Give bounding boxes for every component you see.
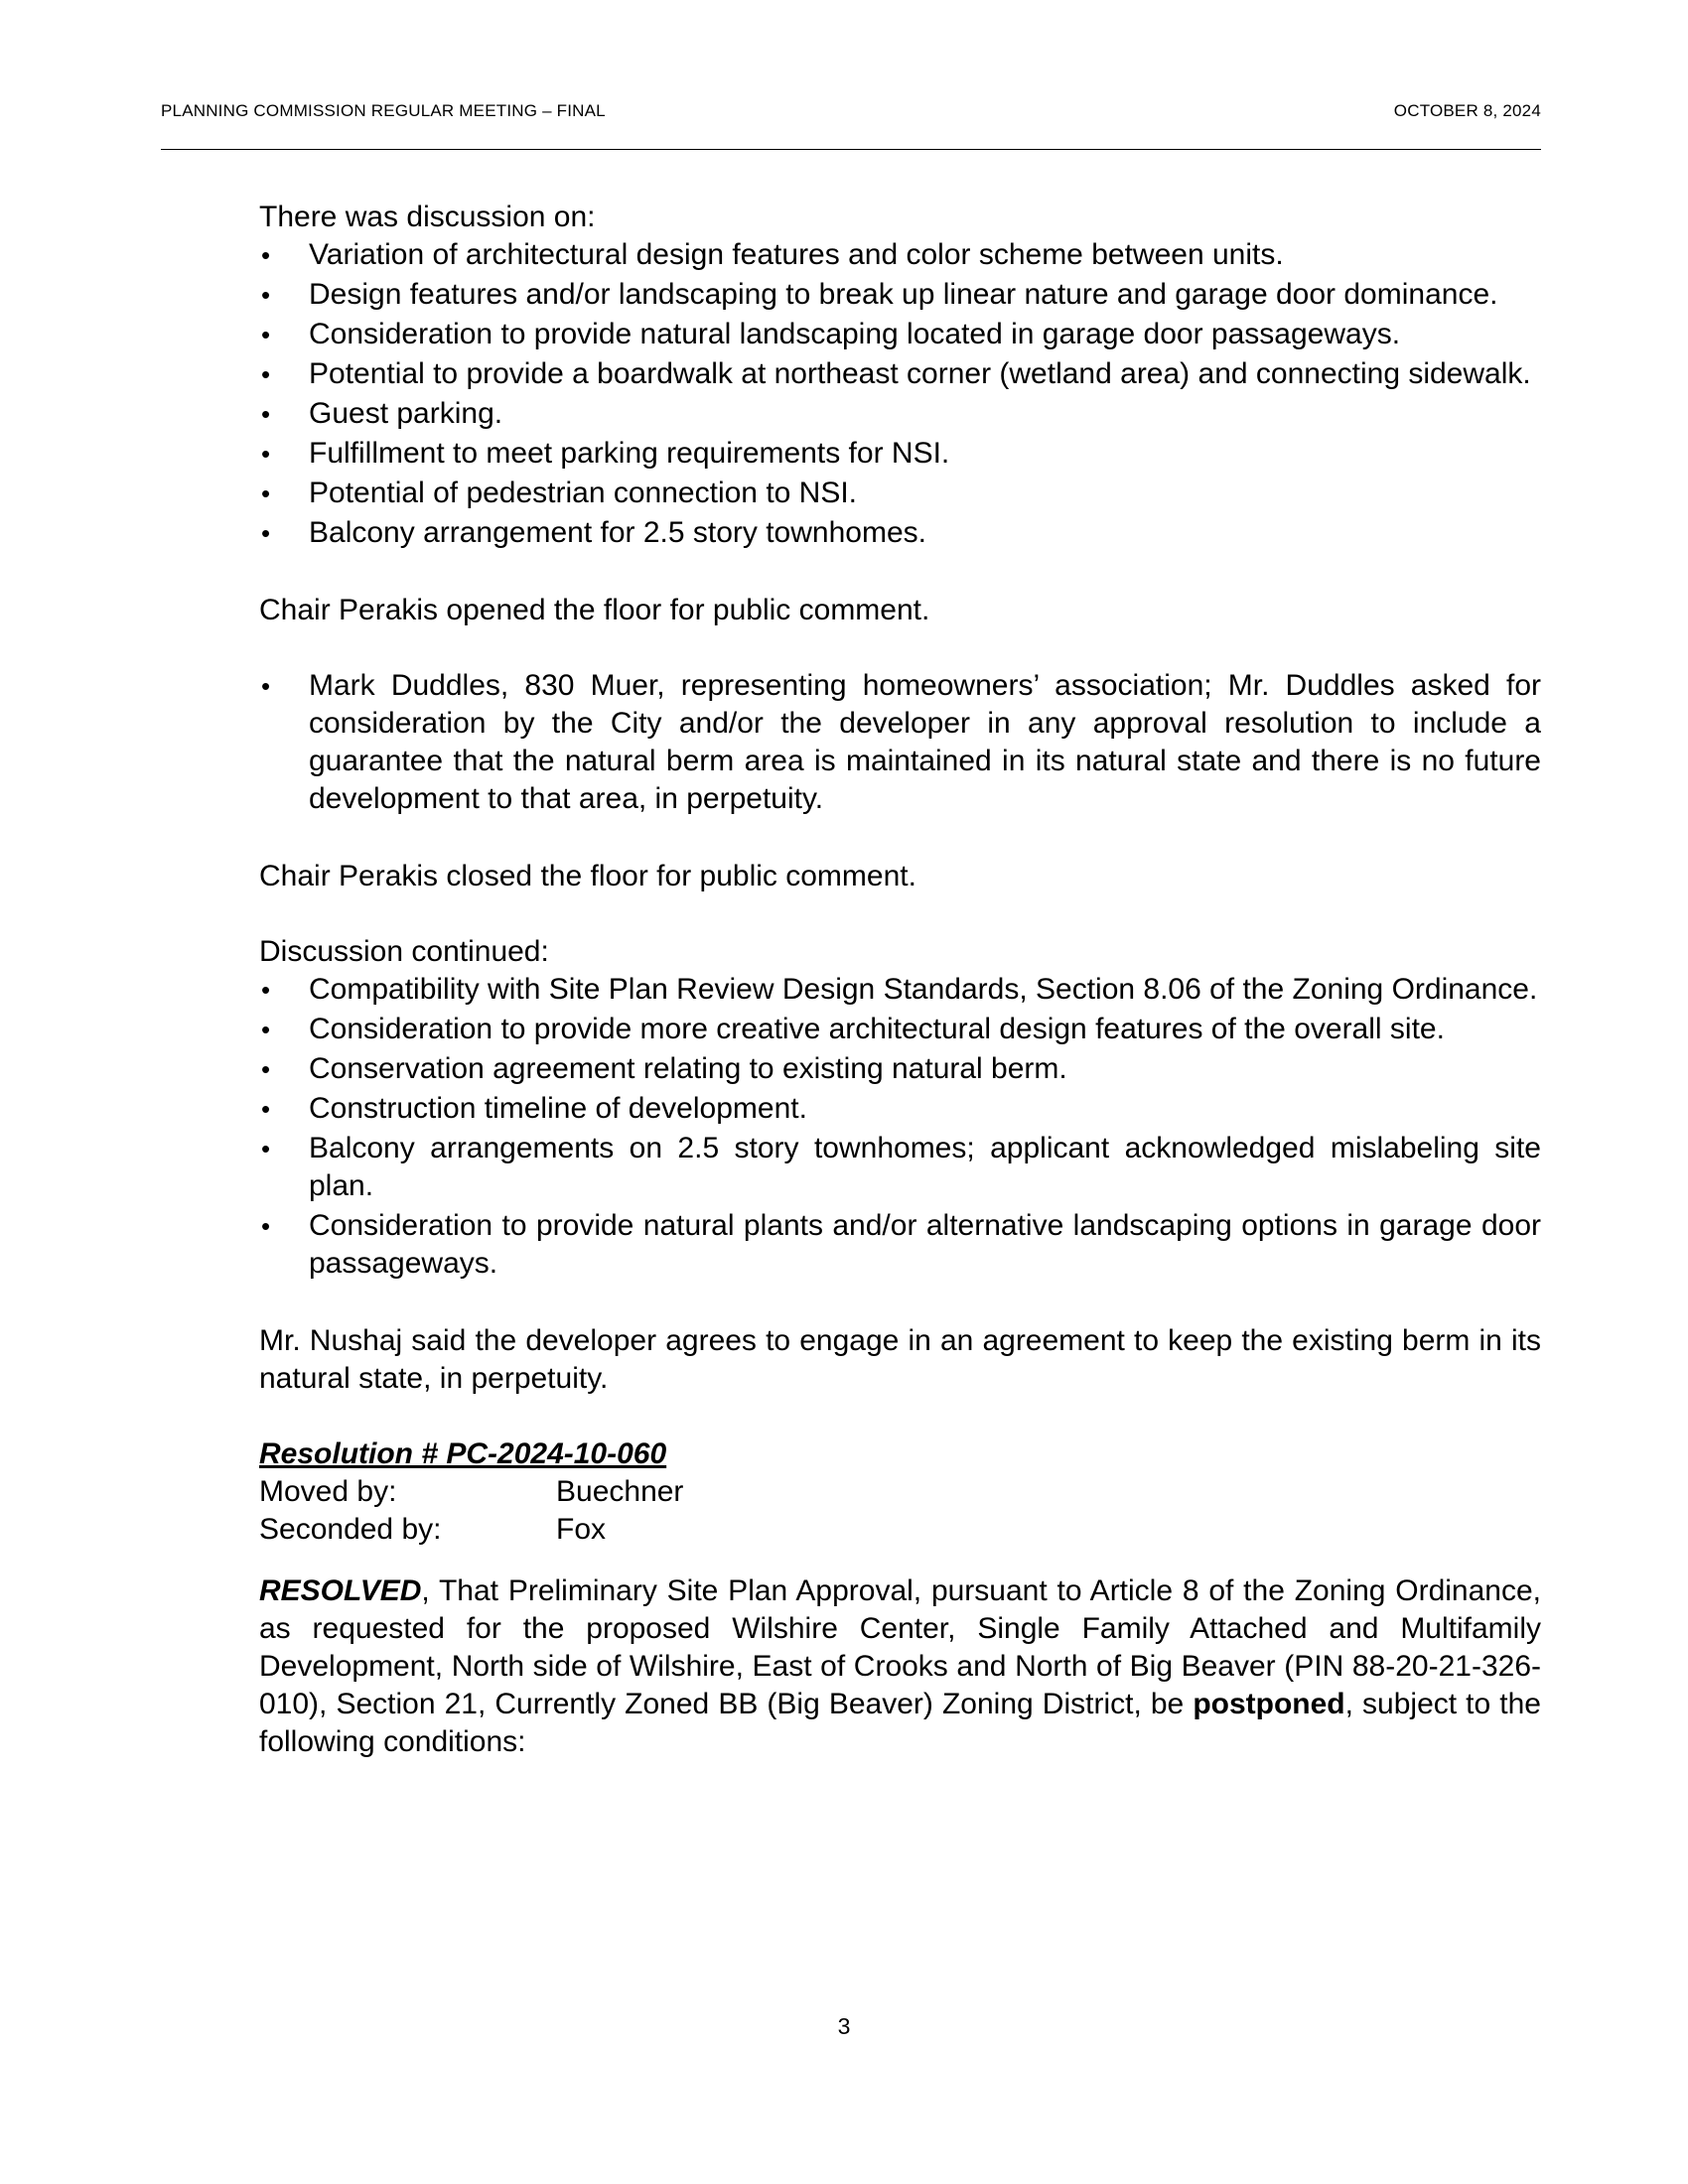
list-item: • Potential to provide a boardwalk at northeast corner (wetland area) and connecting sidewalk. xyxy=(259,355,1541,393)
seconded-by-label: Seconded by: xyxy=(259,1513,442,1546)
header-divider xyxy=(161,149,1541,150)
list-item: • Balcony arrangements on 2.5 story townhomes; applicant acknowledged mislabeling site plan. xyxy=(261,1132,1541,1202)
bullet-icon: • xyxy=(261,975,271,1005)
list-item: • Design features and/or landscaping to break up linear nature and garage door dominance. xyxy=(259,276,1541,314)
list-item: • Fulfillment to meet parking requirements for NSI. xyxy=(259,435,1541,473)
list-item: • Mark Duddles, 830 Muer, representing homeowners’ association; Mr. Duddles asked for consideration by the City and/or the developer in any approval resolution to include a guarantee that the natural berm area is maintained in its natural state and there is no future development to that area, in perpetuity. xyxy=(261,669,1541,815)
list-item: • Consideration to provide natural landscaping located in garage door passageways. xyxy=(259,316,1541,353)
public-comment-list xyxy=(259,667,1541,818)
bullet-icon: • xyxy=(261,359,271,389)
moved-by-row xyxy=(259,1473,1541,1511)
bullet-icon: • xyxy=(261,1094,271,1124)
discussion-intro: There was discussion on: xyxy=(259,201,596,233)
discussion-list xyxy=(259,236,1541,552)
bullet-icon: • xyxy=(261,1211,271,1241)
bullet-icon: • xyxy=(261,1134,271,1163)
resolution-title: Resolution # PC-2024-10-060 xyxy=(259,1437,667,1470)
list-item: • Conservation agreement relating to existing natural berm. xyxy=(259,1050,1541,1088)
seconded-by-row xyxy=(259,1511,1541,1549)
seconded-by-value: Fox xyxy=(556,1513,607,1546)
header-meeting-date: OCTOBER 8, 2024 xyxy=(1393,101,1541,120)
list-item: • Consideration to provide more creative architectural design features of the overall site. xyxy=(259,1011,1541,1048)
bullet-icon: • xyxy=(261,280,271,310)
bullet-icon: • xyxy=(261,478,271,508)
discussion-continued-intro: Discussion continued: xyxy=(259,935,549,968)
nushaj-statement: Mr. Nushaj said the developer agrees to engage in an agreement to keep the existing berm in its natural state, in perpetuity. xyxy=(259,1324,1541,1395)
moved-by-label: Moved by: xyxy=(259,1475,397,1508)
header-meeting-title: PLANNING COMMISSION REGULAR MEETING – FINAL xyxy=(161,101,606,120)
list-item: • Construction timeline of development. xyxy=(259,1090,1541,1128)
list-item: • Compatibility with Site Plan Review Design Standards, Section 8.06 of the Zoning Ordinance. xyxy=(259,971,1541,1009)
page-number: 3 xyxy=(837,2013,851,2039)
list-item: • Consideration to provide natural plants and/or alternative landscaping options in garage door passageways. xyxy=(261,1209,1541,1280)
list-item: • Potential of pedestrian connection to NSI. xyxy=(259,475,1541,512)
bullet-icon: • xyxy=(261,439,271,469)
moved-by-value: Buechner xyxy=(556,1475,684,1508)
list-item: • Balcony arrangement for 2.5 story townhomes. xyxy=(259,514,1541,552)
postponed-keyword: postponed xyxy=(1193,1688,1345,1720)
resolved-tail: , subject to the following conditions: xyxy=(259,1688,1541,1758)
bullet-icon: • xyxy=(261,518,271,548)
list-item: • Variation of architectural design features and color scheme between units. xyxy=(259,236,1541,274)
bullet-icon: • xyxy=(261,671,271,701)
page-body xyxy=(259,199,1541,1761)
public-comment-closed: Chair Perakis closed the floor for public comment. xyxy=(259,860,916,892)
bullet-icon: • xyxy=(261,1015,271,1044)
resolved-paragraph xyxy=(259,1572,1541,1761)
list-item: • Guest parking. xyxy=(259,395,1541,433)
discussion-continued-list xyxy=(259,971,1541,1283)
bullet-icon: • xyxy=(261,399,271,429)
bullet-icon: • xyxy=(261,320,271,349)
bullet-icon: • xyxy=(261,240,271,270)
bullet-icon: • xyxy=(261,1054,271,1084)
resolved-keyword: RESOLVED xyxy=(259,1574,422,1607)
public-comment-opened: Chair Perakis opened the floor for public comment. xyxy=(259,594,930,626)
resolved-text: , That Preliminary Site Plan Approval, pursuant to Article 8 of the Zoning Ordinance, as requested for the proposed Wilshire Center, Single Family Attached and Multifamily Development, North side of Wilshire, East of Crooks and North of Big Beaver (PIN 88-20-21-326-010), Section 21, Currently Zoned BB (Big Beaver) Zoning District, be xyxy=(259,1574,1541,1720)
